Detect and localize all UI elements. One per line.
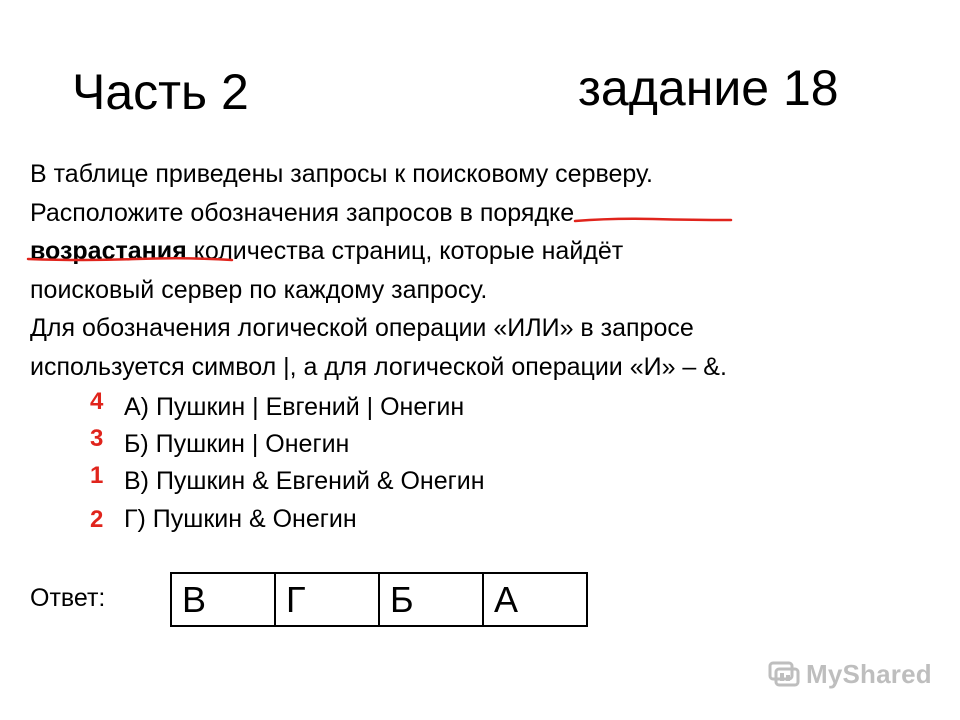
description-line-5: Для обозначения логической операции «ИЛИ» в запросе [30,314,694,342]
myshared-logo-icon [768,659,800,689]
description-line-1: В таблице приведены запросы к поисковому серверу. [30,160,653,188]
watermark [768,655,932,693]
answer-row [171,573,587,626]
option-b: Б) Пушкин | Онегин [124,430,350,458]
task-title: задание 18 [578,60,839,116]
option-a-mark: 4 [90,388,104,415]
answer-cell-1: В [171,573,275,626]
option-c: В) Пушкин & Евгений & Онегин [124,467,485,495]
answer-cell-4: А [483,573,587,626]
description-line-3 [30,232,950,271]
answer-cell-3: Б [379,573,483,626]
watermark-text: MyShared [806,658,932,689]
description-line-3-rest: количества страниц, которые найдёт [186,237,624,265]
part-title: Часть 2 [72,64,249,120]
description-line-6: используется символ |, а для логической операции «И» – &. [30,352,727,381]
option-a: А) Пушкин | Евгений | Онегин [124,393,465,421]
answer-label: Ответ: [30,584,106,612]
description-line-4: поисковый сервер по каждому запросу. [30,275,488,304]
red-underline-annotation-2 [26,254,234,264]
answer-table [170,572,588,627]
answer-cell-2: Г [275,573,379,626]
description-line-2: Расположите обозначения запросов в порядке [30,198,575,227]
option-d-mark: 2 [90,506,104,533]
option-c-mark: 1 [90,462,104,489]
option-b-mark: 3 [90,425,104,452]
emphasis-word: возрастания [30,237,187,265]
option-d: Г) Пушкин & Онегин [124,505,357,533]
task-description [30,155,950,386]
red-underline-annotation [573,215,733,225]
